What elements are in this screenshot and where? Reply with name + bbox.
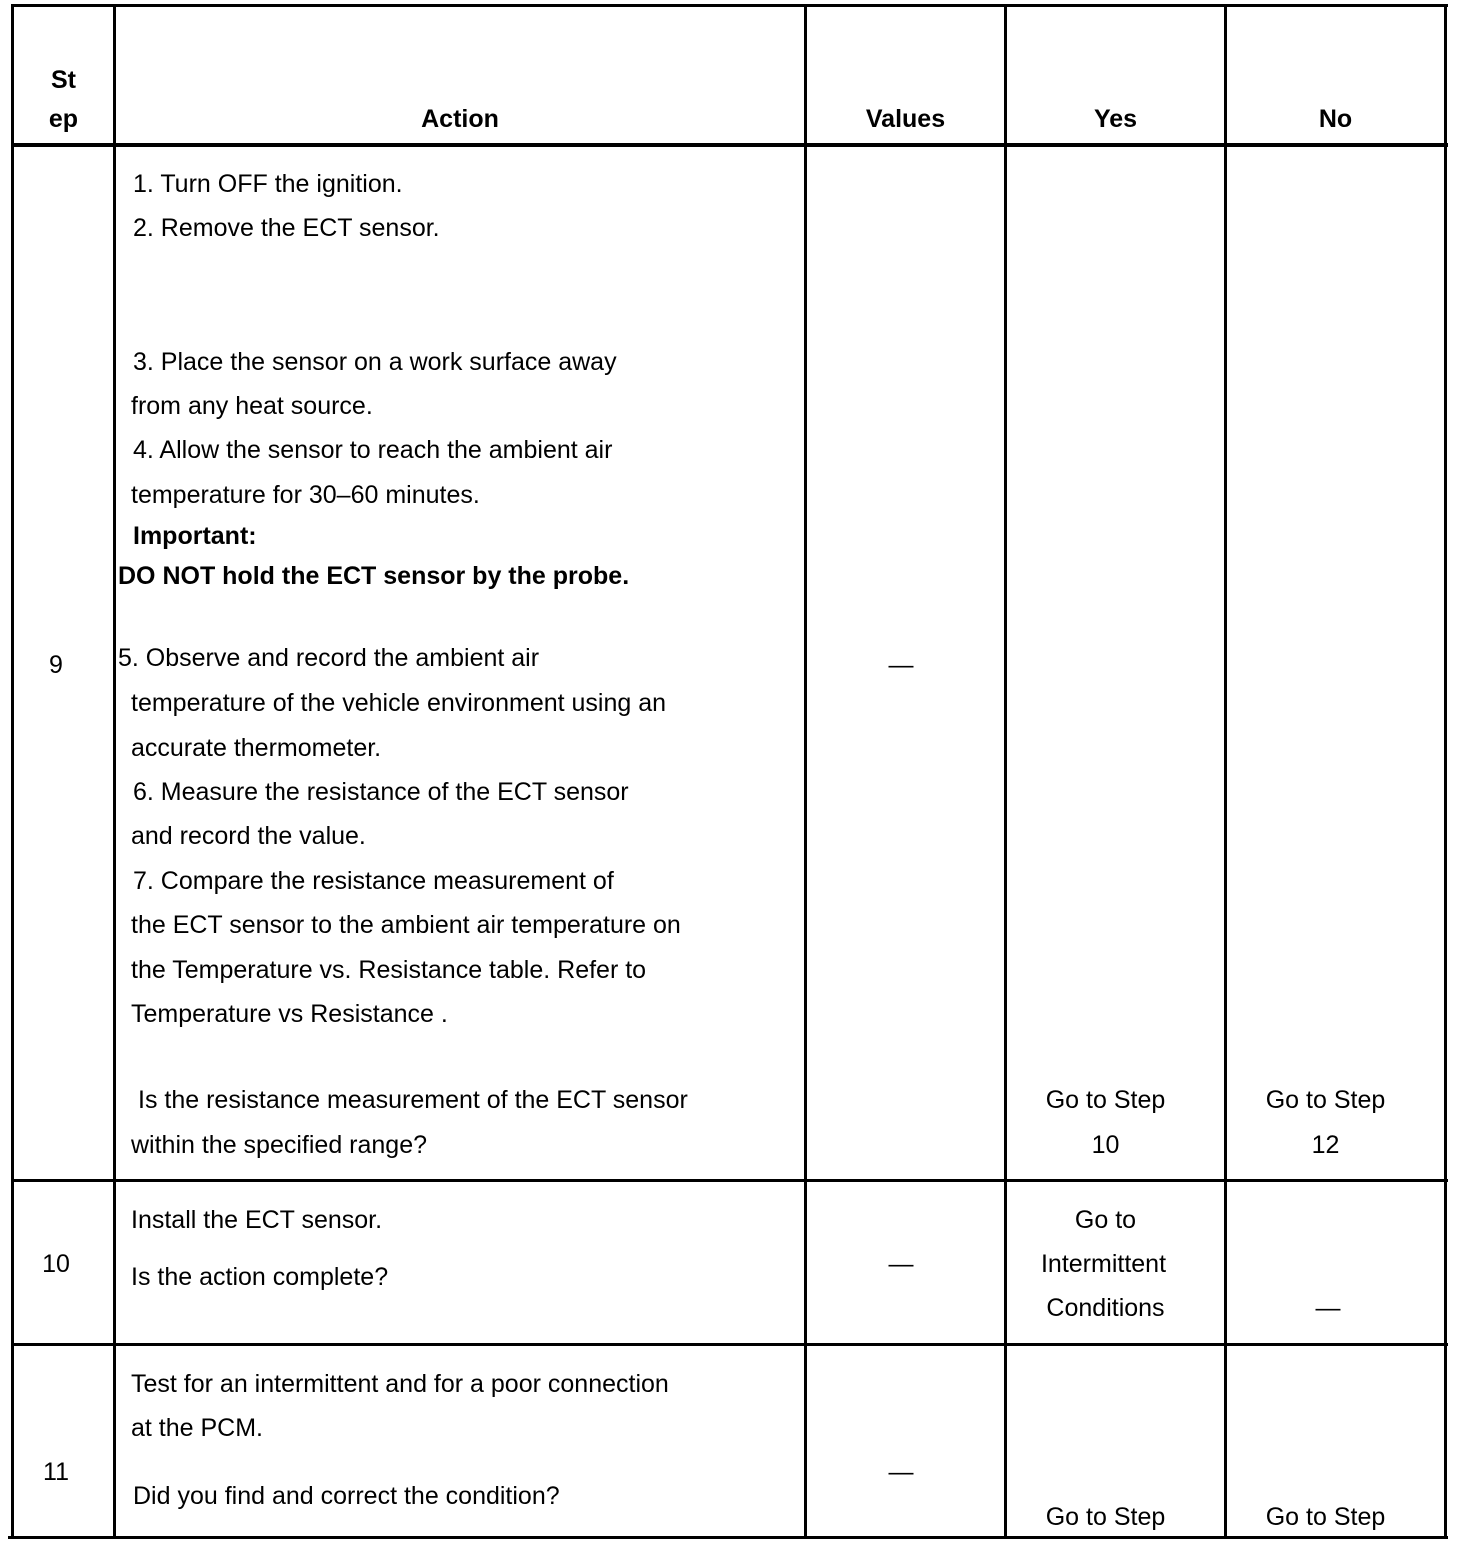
table-border-top (11, 4, 1448, 7)
row9-action-line: 4. Allow the sensor to reach the ambient air (133, 436, 613, 464)
row9-step: 9 (49, 651, 63, 679)
row9-action-line: from any heat source. (131, 392, 373, 420)
table-border-bottom (8, 1536, 1448, 1539)
row9-no-line2: 12 (1311, 1131, 1340, 1159)
row9-action-line: 7. Compare the resistance measurement of (133, 867, 614, 895)
row11-no: Go to Step (1265, 1503, 1386, 1531)
row9-divider (11, 1179, 1448, 1182)
row9-no-line1: Go to Step (1265, 1086, 1386, 1114)
table-border-left (11, 4, 14, 1539)
row10-yes-line1: Go to (1074, 1206, 1137, 1234)
col-divider-step (113, 4, 116, 1539)
row9-yes-line2: 10 (1091, 1131, 1120, 1159)
row10-action-line1: Install the ECT sensor. (131, 1206, 383, 1234)
row9-question: within the specified range? (131, 1131, 428, 1159)
row9-important-text: DO NOT hold the ECT sensor by the probe. (118, 562, 630, 590)
row10-step: 10 (42, 1250, 70, 1278)
row9-action-line: the Temperature vs. Resistance table. Refer to (131, 956, 647, 984)
header-yes: Yes (1093, 105, 1138, 133)
header-step-line1: St (51, 66, 76, 94)
row9-yes-line1: Go to Step (1045, 1086, 1166, 1114)
header-step-line2: ep (48, 105, 79, 133)
header-no: No (1318, 105, 1353, 133)
header-action: Action (421, 105, 499, 133)
row9-action-line: temperature of the vehicle environment using an (131, 689, 667, 717)
row11-yes: Go to Step (1045, 1503, 1166, 1531)
row10-no: — (1315, 1294, 1341, 1322)
row11-values: — (888, 1458, 914, 1486)
row9-action-line: accurate thermometer. (131, 734, 382, 762)
row9-action-line: 6. Measure the resistance of the ECT sensor (133, 778, 629, 806)
row10-action-line2: Is the action complete? (131, 1263, 389, 1291)
row9-question: Is the resistance measurement of the ECT sensor (138, 1086, 688, 1114)
row9-action-line: 2. Remove the ECT sensor. (133, 214, 440, 242)
col-divider-action (804, 4, 807, 1539)
row9-action-line: 5. Observe and record the ambient air (118, 644, 540, 672)
table-border-right (1444, 4, 1447, 1539)
row11-step: 11 (43, 1458, 69, 1486)
row9-action-line: and record the value. (131, 822, 366, 850)
header-divider (11, 143, 1448, 147)
row10-yes-line2: Intermittent (1040, 1250, 1167, 1278)
row9-action-line: 3. Place the sensor on a work surface away (133, 348, 617, 376)
row11-action-line2: at the PCM. (131, 1414, 263, 1442)
row9-important-label: Important: (133, 522, 257, 550)
row9-action-line: the ECT sensor to the ambient air temperature on (131, 911, 681, 939)
row9-action-line: 1. Turn OFF the ignition. (133, 170, 403, 198)
header-values: Values (865, 105, 946, 133)
row9-action-line: temperature for 30–60 minutes. (131, 481, 480, 509)
row10-values: — (888, 1250, 914, 1278)
row9-values: — (888, 651, 914, 679)
row11-action-line3: Did you find and correct the condition? (133, 1482, 560, 1510)
row9-action-line: Temperature vs Resistance . (131, 1000, 448, 1028)
row11-action-line1: Test for an intermittent and for a poor connection (131, 1370, 669, 1398)
row10-yes-line3: Conditions (1046, 1294, 1165, 1322)
row10-divider (11, 1343, 1448, 1346)
